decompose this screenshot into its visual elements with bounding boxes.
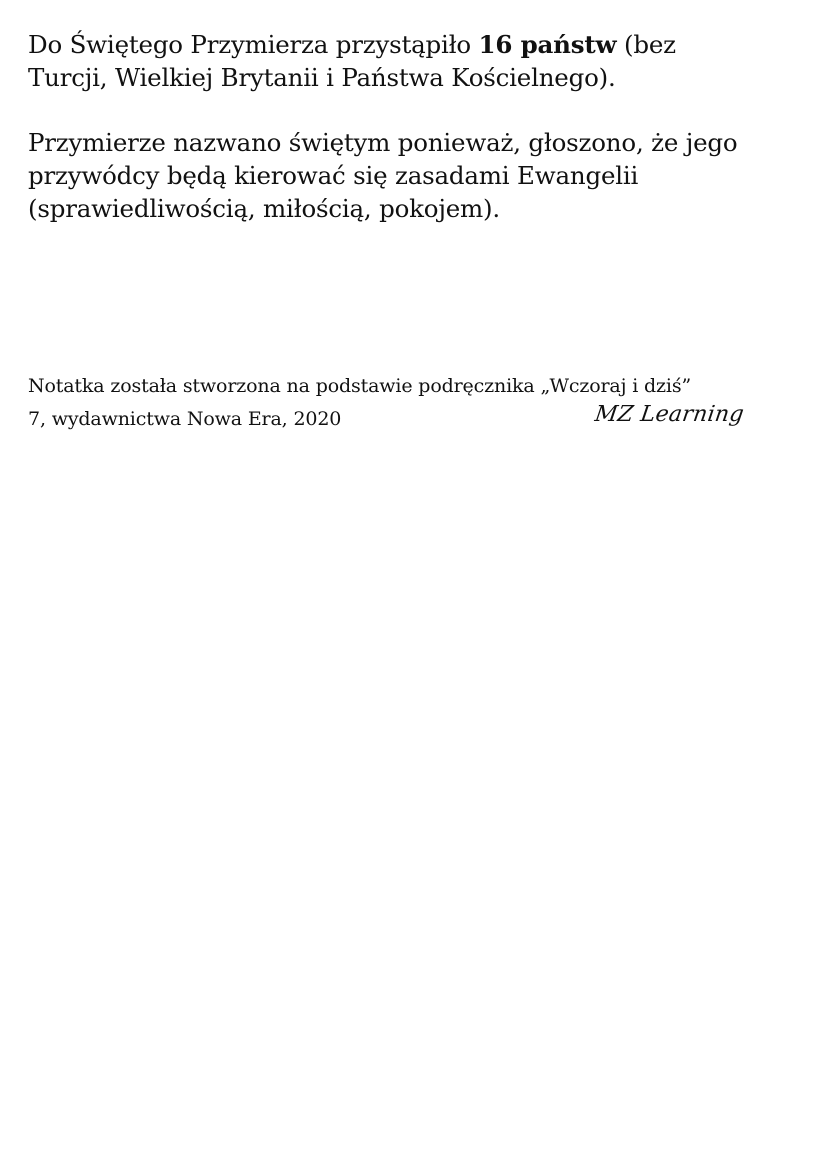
paragraph-line: Przymierze nazwano świętym ponieważ, głoszono, że jego (28, 128, 738, 157)
paragraph-line: Turcji, Wielkiej Brytanii i Państwa Kościelnego). (28, 63, 616, 92)
source-note-line-2: 7, wydawnictwa Nowa Era, 2020 (28, 408, 342, 430)
source-note-line-1: Notatka została stworzona na podstawie podręcznika „Wczoraj i dziś” (28, 375, 692, 397)
paragraph-line: przywódcy będą kierować się zasadami Ewangelii (28, 161, 639, 190)
paragraph-holy-alliance-members (28, 28, 676, 94)
paragraph-line: (sprawiedliwością, miłością, pokojem). (28, 194, 501, 223)
paragraph-line (28, 28, 676, 61)
text-span: (bez (616, 30, 676, 59)
paragraph-holy-alliance-name (28, 126, 737, 225)
bold-emphasis: 16 państw (478, 30, 617, 59)
signature-logo: MZ Learning (593, 402, 746, 427)
text-span: Do Świętego Przymierza przystąpiło (28, 30, 479, 59)
